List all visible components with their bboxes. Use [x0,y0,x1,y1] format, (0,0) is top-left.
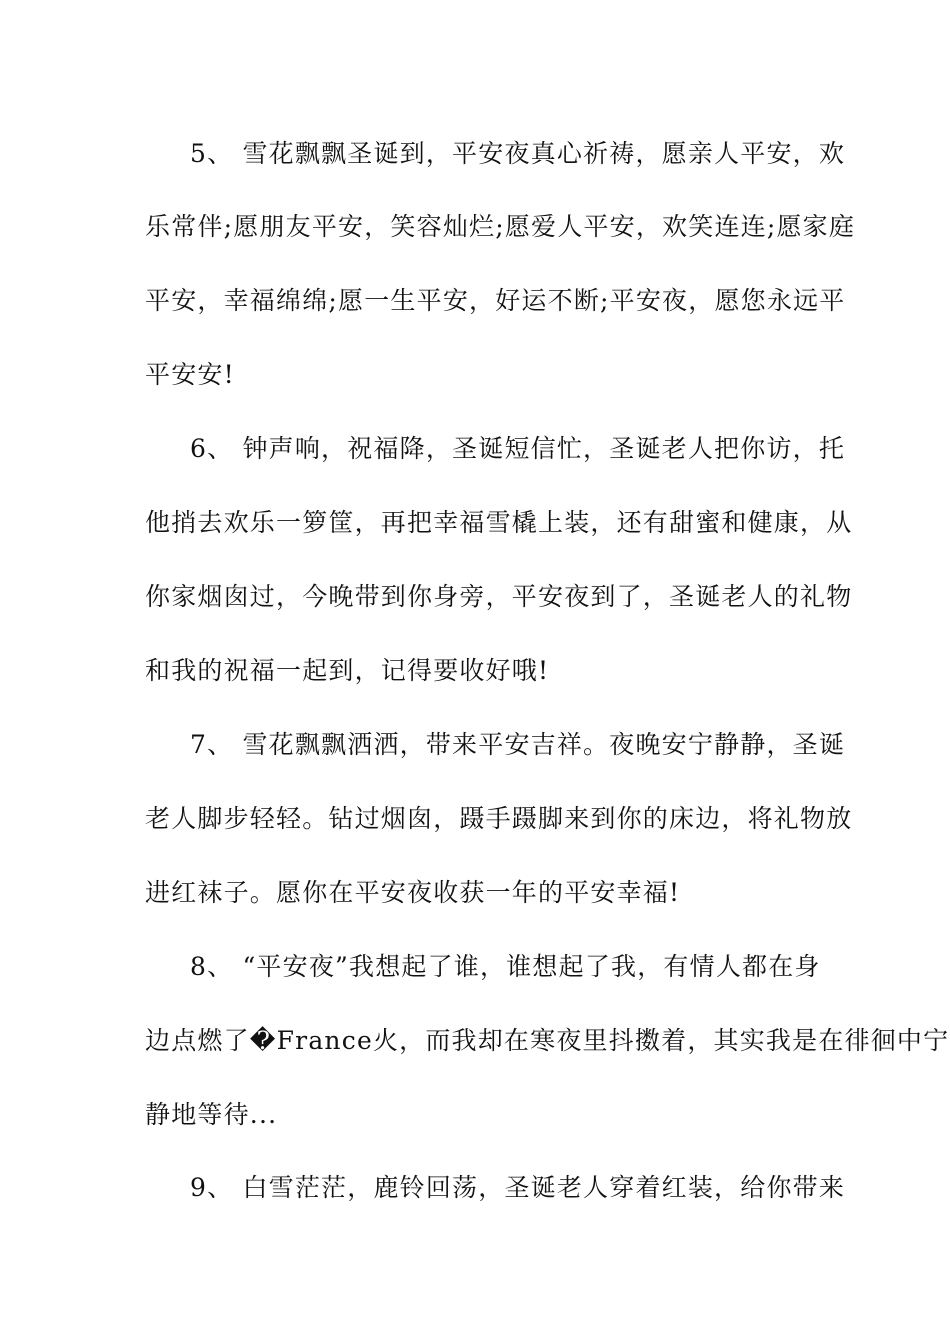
paragraph-8-line-2: 边点燃了�France火，而我却在寒夜里抖擞着，其实我是在徘徊中宁 [145,1026,950,1055]
paragraph-5-line-3: 平安，幸福绵绵;愿一生平安，好运不断;平安夜，愿您永远平 [145,286,846,315]
paragraph-8-line-1: 8、 “平安夜”我想起了谁，谁想起了我，有情人都在身 [190,952,821,981]
paragraph-5-line-2: 乐常伴;愿朋友平安，笑容灿烂;愿爱人平安，欢笑连连;愿家庭 [145,212,856,241]
paragraph-9-line-1: 9、 白雪茫茫，鹿铃回荡，圣诞老人穿着红装，给你带来 [190,1173,846,1202]
paragraph-5-line-1: 5、 雪花飘飘圣诞到，平安夜真心祈祷，愿亲人平安，欢 [190,139,846,168]
paragraph-8-line-3: 静地等待... [145,1100,278,1129]
paragraph-6-line-4: 和我的祝福一起到，记得要收好哦! [145,656,550,685]
paragraph-5-line-4: 平安安! [145,360,235,389]
paragraph-6-line-1: 6、 钟声响，祝福降，圣诞短信忙，圣诞老人把你访，托 [190,434,846,463]
paragraph-7-line-1: 7、 雪花飘飘洒洒，带来平安吉祥。夜晚安宁静静，圣诞 [190,730,846,759]
paragraph-6-line-2: 他捎去欢乐一箩筐，再把幸福雪橇上装，还有甜蜜和健康，从 [145,508,853,537]
paragraph-7-line-3: 进红袜子。愿你在平安夜收获一年的平安幸福! [145,878,681,907]
paragraph-7-line-2: 老人脚步轻轻。钻过烟囱，蹑手蹑脚来到你的床边，将礼物放 [145,804,853,833]
paragraph-6-line-3: 你家烟囱过，今晚带到你身旁，平安夜到了，圣诞老人的礼物 [145,582,853,611]
